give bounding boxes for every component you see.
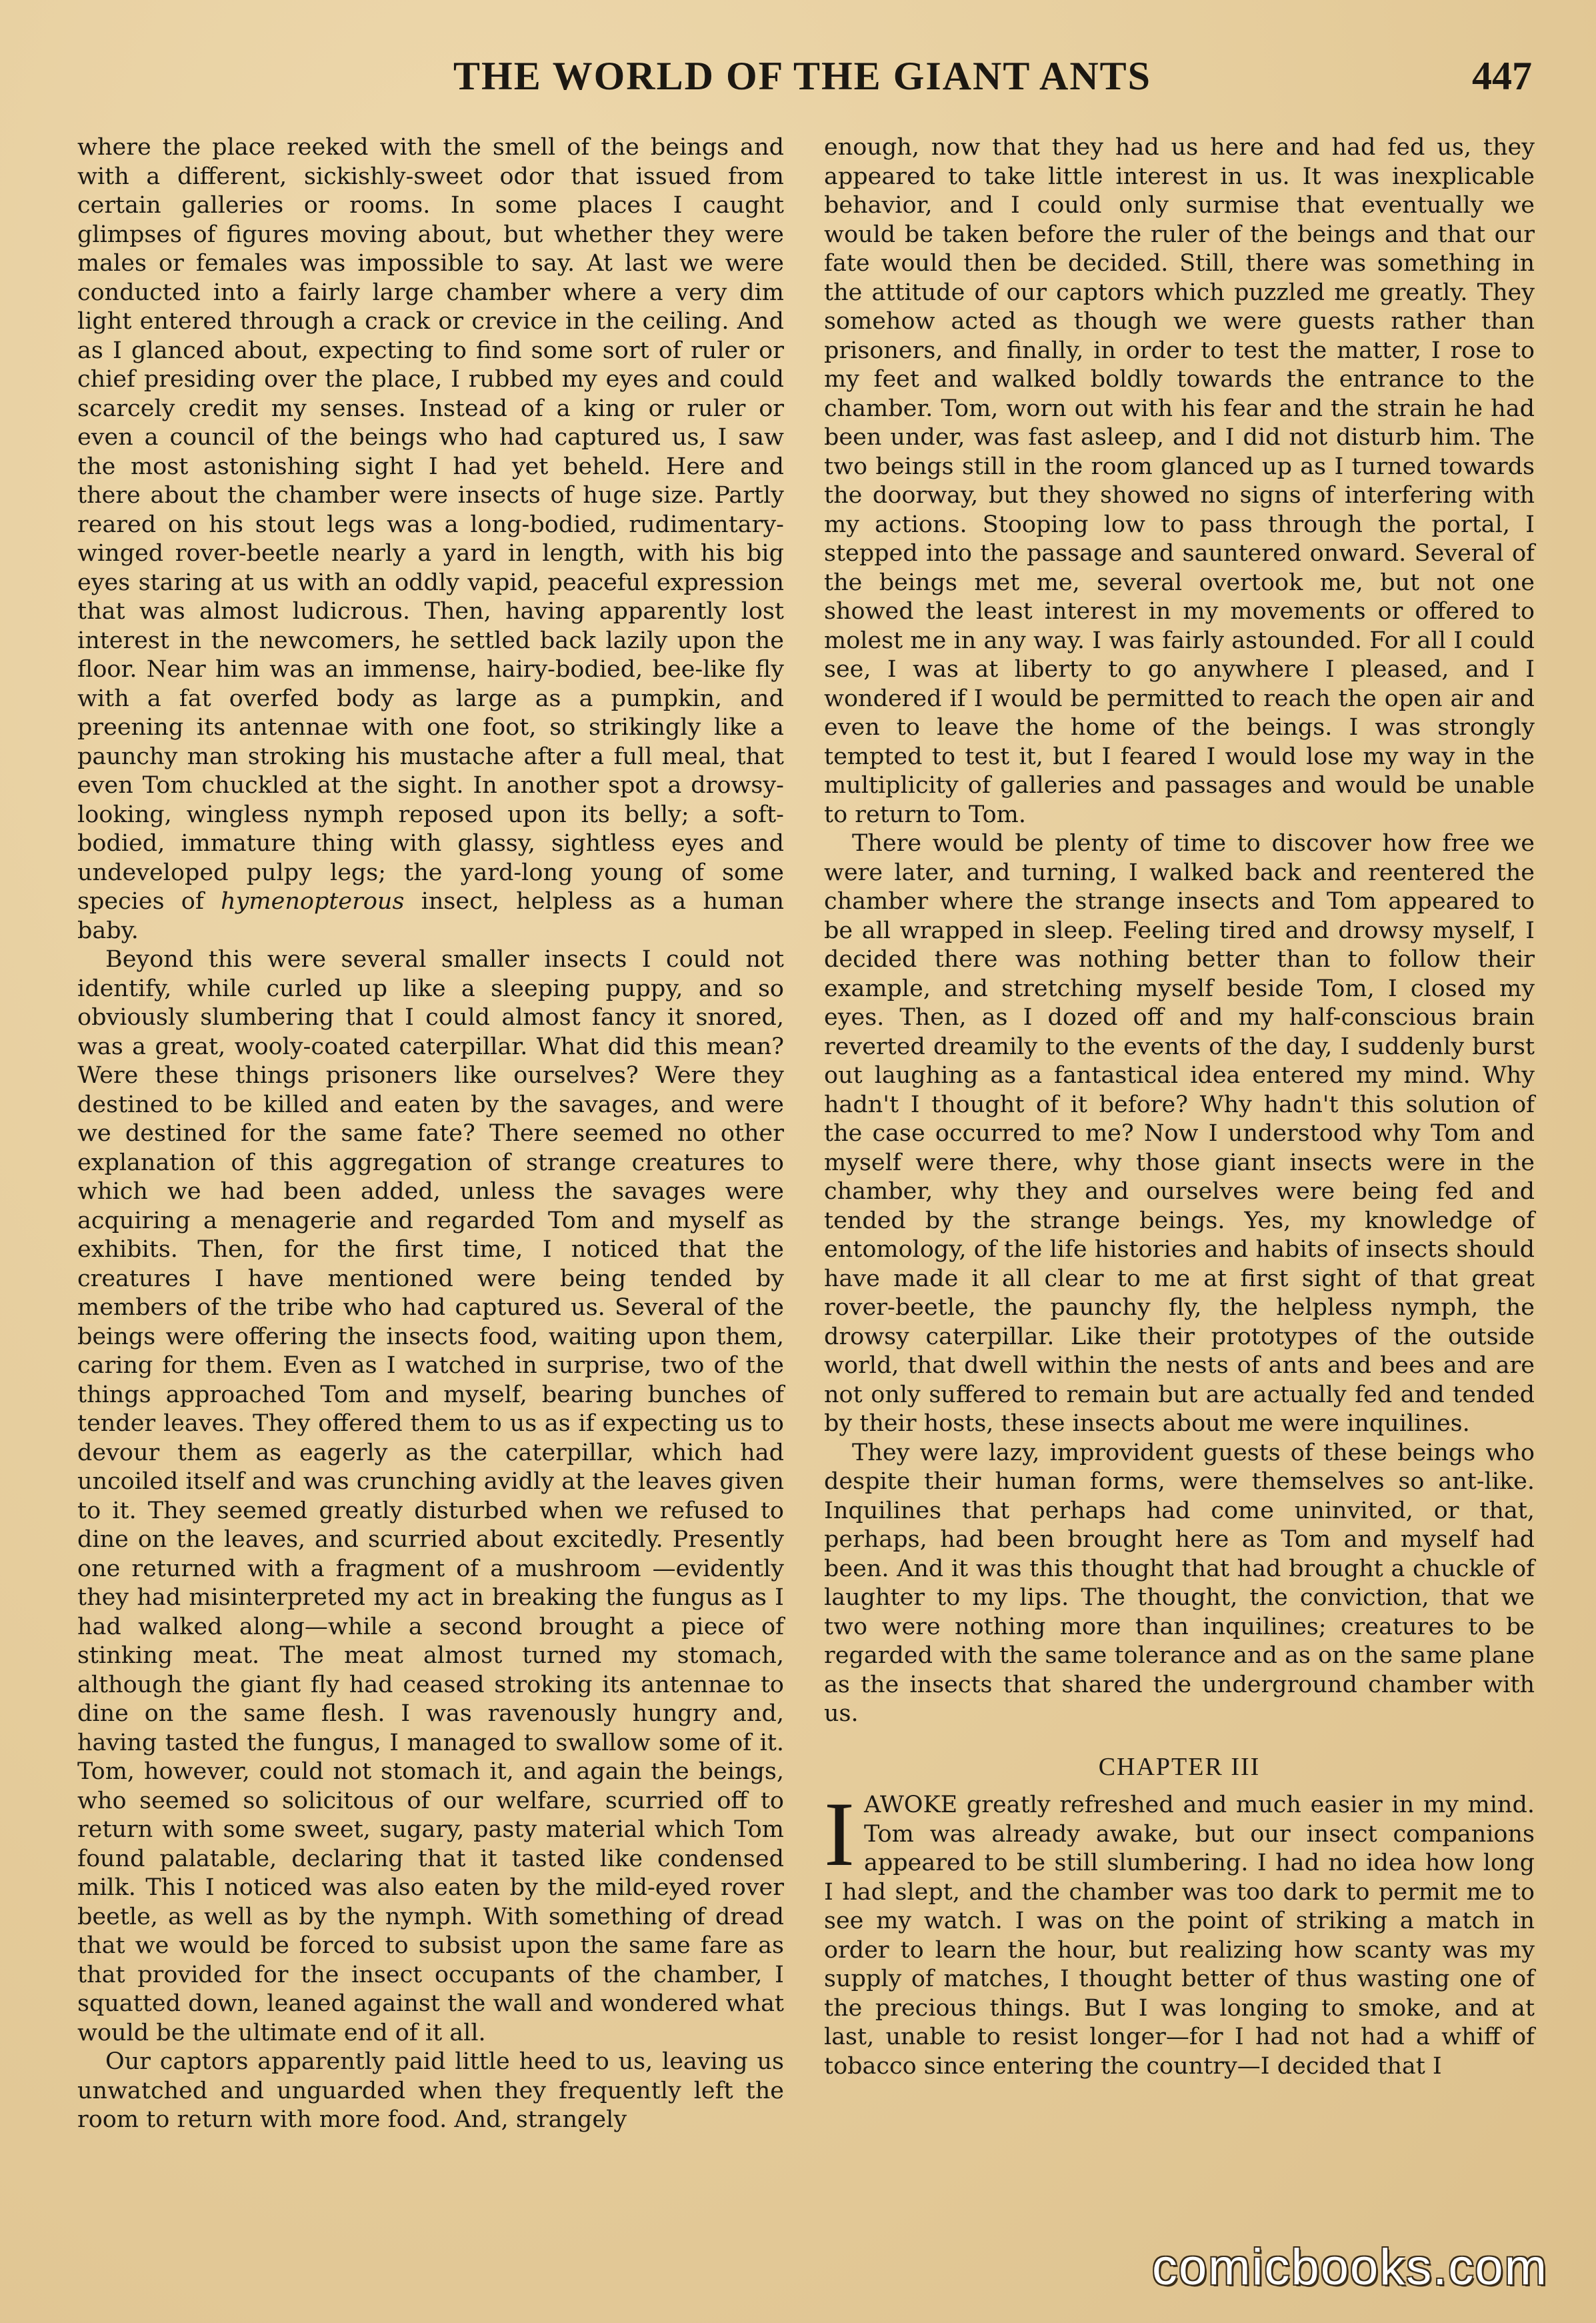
paragraph: Our captors apparently paid little heed to us, leaving us unwatched and unguarded when they frequently left the room to return with more food. And, strangely bbox=[77, 2048, 784, 2133]
paragraph: They were lazy, improvident guests of these beings who despite their human forms, were themselves so ant-like. Inquilines that perhaps had come uninvited, or that, perhaps, had been brought here as Tom and myself had been. And it was this thought that had brought a chuckle of laughter to my lips. The thought, the conviction, that we two were nothing more than inquilines; creatures to be regarded with the same tolerance and as on the same plane as the insects that shared the underground chamber with us. bbox=[824, 1439, 1535, 1727]
page-title: THE WORLD OF THE GIANT ANTS bbox=[453, 54, 1152, 98]
watermark: comicbooks.com bbox=[1152, 2239, 1548, 2296]
paragraph-text: where the place reeked with the smell of the beings and with a different, sickishly-sweet odor that issued from certain galleries or rooms. In some places I caught glimpses of figures moving about, but whether they were males or females was impossible to say. At last we were conducted into a fairly large chamber where a very dim light entered through a crack or crevice in the ceiling. And as I glanced about, expecting to find some sort of ruler or chief presiding over the place, I rubbed my eyes and could scarcely credit my senses. Instead of a king or ruler or even a council of the beings who had captured us, I saw the most astonishing sight I had yet beheld. Here and there about the chamber were insects of huge size. Partly reared on his stout legs was a long-bodied, rudimentary-winged rover-beetle nearly a yard in length, with his big eyes staring at us with an oddly vapid, peaceful expression that was almost ludicrous. Then, having apparently lost interest in the newcomers, he settled back lazily upon the floor. Near him was an immense, hairy-bodied, bee-like fly with a fat overfed body as large as a pumpkin, and preening its antennae with one foot, so strikingly like a paunchy man stroking his mustache after a full meal, that even Tom chuckled at the sight. In another spot a drowsy-looking, wingless nymph reposed upon its belly; a soft-bodied, immature thing with glassy, sightless eyes and undeveloped pulpy legs; the yard-long young of some species of bbox=[77, 134, 784, 915]
paragraph: enough, now that they had us here and had fed us, they appeared to take little interest in us. It was inexplicable behavior, and I could only surmise that eventually we would be taken before the ruler of the beings and that our fate would then be decided. Still, there was something in the attitude of our captors which puzzled me greatly. They somehow acted as though we were guests rather than prisoners, and finally, in order to test the matter, I rose to my feet and walked boldly towards the entrance to the chamber. Tom, worn out with his fear and the strain he had been under, was fast asleep, and I did not disturb him. The two beings still in the room glanced up as I turned towards the doorway, but they showed no signs of interfering with my actions. Stooping low to pass through the portal, I stepped into the passage and sauntered onward. Several of the beings met me, several overtook me, but not one showed the least interest in my movements or offered to molest me in any way. I was fairly astounded. For all I could see, I was at liberty to go anywhere I pleased, and I wondered if I would be permitted to reach the open air and even to leave the home of the beings. I was strongly tempted to test it, but I feared I would lose my way in the multiplicity of galleries and passages and would be unable to return to Tom. bbox=[824, 134, 1535, 828]
paragraph-text-end: insect, helpless as a human baby. bbox=[77, 888, 784, 944]
left-column bbox=[77, 133, 784, 2135]
running-header bbox=[0, 53, 1596, 120]
paragraph: There would be plenty of time to discover how free we were later, and turning, I walked back and reentered the chamber where the strange insects and Tom appeared to be all wrapped in sleep. Feeling tired and drowsy myself, I decided there was nothing better than to follow their example, and stretching myself beside Tom, I closed my eyes. Then, as I dozed off and my half-conscious brain reverted dreamily to the events of the day, I suddenly burst out laughing as a fantastical idea entered my mind. Why hadn't I thought of it before? Why hadn't this solution of the case occurred to me? Now I understood why Tom and myself were there, why those giant insects were in the chamber, why they and ourselves were being fed and tended by the strange beings. Yes, my knowledge of entomology, of the life histories and habits of insects should have made it all clear to me at first sight of that great rover-beetle, the paunchy fly, the helpless nymph, the drowsy caterpillar. Like their prototypes of the outside world, that dwell within the nests of ants and bees and are not only suffered to remain but are actually fed and tended by their hosts, these insects about me were inquilines. bbox=[824, 830, 1535, 1437]
drop-cap: I bbox=[824, 1783, 855, 1885]
chapter-heading: CHAPTER III bbox=[1098, 1752, 1261, 1781]
paragraph bbox=[77, 133, 784, 945]
italic-term: hymenopterous bbox=[221, 888, 405, 915]
paragraph: Beyond this were several smaller insects I could not identify, while curled up like a sleeping puppy, and so obviously slumbering that I could almost fancy it snored, was a great, wooly-coated caterpillar. What did this mean? Were these things prisoners like ourselves? Were they destined to be killed and eaten by the savages, and were we destined for the same fate? There seemed no other explanation of this aggregation of strange creatures to which we had been added, unless the savages were acquiring a menagerie and regarded Tom and myself as exhibits. Then, for the first time, I noticed that the creatures I have mentioned were being tended by members of the tribe who had captured us. Several of the beings were offering the insects food, waiting upon them, caring for them. Even as I watched in surprise, two of the things approached Tom and myself, bearing bunches of tender leaves. They offered them to us as if expecting us to devour them as eagerly as the caterpillar, which had uncoiled itself and was crunching avidly at the leaves given to it. They seemed greatly disturbed when we refused to dine on the leaves, and scurried about excitedly. Presently one returned with a fragment of a mushroom —evidently they had misinterpreted my act in breaking the fungus as I had walked along—while a second brought a piece of stinking meat. The meat almost turned my stomach, although the giant fly had ceased stroking its antennae to dine on the same flesh. I was ravenously hungry and, having tasted the fungus, I managed to swallow some of it. Tom, however, could not stomach it, and again the beings, who seemed so solicitous of our welfare, scurried off to return with some sweet, sugary, pasty material which Tom found palatable, declaring that it tasted like condensed milk. This I noticed was also eaten by the mild-eyed rover beetle, as well as by the nymph. With something of dread that we would be forced to subsist upon the same fare as that provided for the insect occupants of the chamber, I squatted down, leaned against the wall and wondered what would be the ultimate end of it all. bbox=[77, 946, 784, 2046]
paragraph-text: AWOKE greatly refreshed and much easier in my mind. Tom was already awake, but our insect companions appeared to be still slumbering. I had no idea how long I had slept, and the chamber was too dark to permit me to see my watch. I was on the point of striking a match in order to learn the hour, but realizing how scanty was my supply of matches, I thought better of thus wasting one of the precious things. But I was longing to smoke, and at last, unable to resist longer—for I had not had a whiff of tobacco since entering the country—I decided that I bbox=[824, 1792, 1535, 2080]
page-number: 447 bbox=[1472, 54, 1532, 98]
chapter-opening-paragraph bbox=[824, 1783, 1535, 2081]
right-column bbox=[824, 133, 1535, 2081]
